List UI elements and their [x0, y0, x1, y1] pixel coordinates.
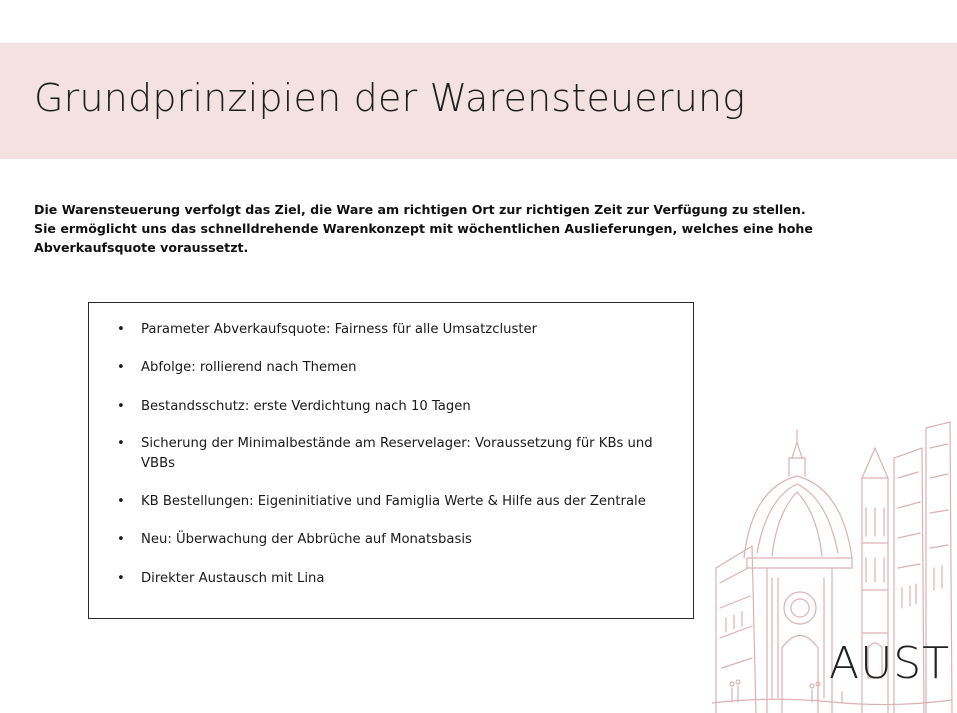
bullet-text: Bestandsschutz: erste Verdichtung nach 10 Tagen [141, 399, 471, 414]
bullet-dot-icon: • [117, 399, 125, 414]
intro-text [34, 200, 914, 257]
intro-line: Die Warensteuerung verfolgt das Ziel, die Ware am richtigen Ort zur richtigen Zeit zur Verfügung zu stellen. [34, 202, 806, 217]
bullet-dot-icon: • [117, 532, 125, 547]
bullet-text: Sicherung der Minimalbestände am Reservelager: Voraussetzung für KBs und VBBs [141, 436, 653, 471]
intro-line: Sie ermöglicht uns das schnelldrehende Warenkonzept mit wöchentlichen Auslieferungen, welches eine hohe Abverkaufsquote voraussetzt. [34, 221, 813, 255]
bullet-text: Abfolge: rollierend nach Themen [141, 360, 357, 375]
bullet-text: Neu: Überwachung der Abbrüche auf Monatsbasis [141, 532, 472, 547]
bullet-list [89, 303, 693, 618]
bullet-dot-icon: • [117, 360, 125, 375]
bullet-dot-icon: • [117, 436, 125, 451]
bullet-dot-icon: • [117, 322, 125, 337]
bullet-text: Direkter Austausch mit Lina [141, 571, 325, 586]
bullet-dot-icon: • [117, 571, 125, 586]
bullet-box [88, 302, 694, 619]
bullet-dot-icon: • [117, 494, 125, 509]
bullet-text: Parameter Abverkaufsquote: Fairness für alle Umsatzcluster [141, 322, 538, 337]
aust-logo: AUST [829, 638, 951, 689]
bullet-text: KB Bestellungen: Eigeninitiative und Famiglia Werte & Hilfe aus der Zentrale [141, 494, 646, 509]
slide-title: Grundprinzipien der Warensteuerung [34, 76, 746, 120]
